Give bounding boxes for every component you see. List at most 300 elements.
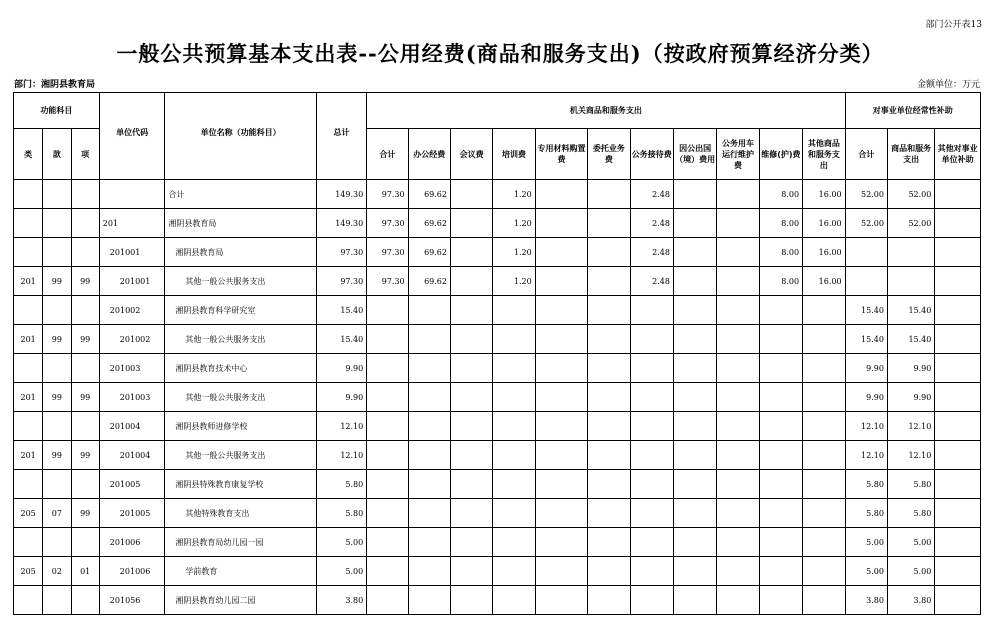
cell-lei: 201 — [14, 267, 43, 296]
cell-subsidy-other — [935, 238, 981, 267]
cell-training — [493, 557, 535, 586]
cell-commission — [588, 354, 630, 383]
cell-other-goods — [803, 383, 845, 412]
cell-lei: 201 — [14, 383, 43, 412]
cell-xiang: 99 — [71, 499, 99, 528]
header-other-goods: 其他商品和服务支出 — [803, 129, 845, 180]
cell-lei — [14, 412, 43, 441]
page-title: 一般公共预算基本支出表--公用经费(商品和服务支出)（按政府预算经济分类） — [116, 41, 884, 66]
cell-abroad — [673, 586, 716, 615]
table-row — [14, 470, 981, 499]
cell-meeting — [450, 441, 492, 470]
cell-reception — [630, 528, 673, 557]
cell-reception — [630, 441, 673, 470]
cell-vehicle — [717, 325, 759, 354]
header-subsidy-other: 其他对事业单位补助 — [935, 129, 981, 180]
cell-kuan — [43, 180, 71, 209]
cell-subsidy-other — [935, 354, 981, 383]
cell-office: 69.62 — [408, 180, 450, 209]
cell-subsidy-goods: 15.40 — [887, 296, 934, 325]
cell-total: 12.10 — [316, 412, 366, 441]
cell-training — [493, 325, 535, 354]
cell-xiang: 99 — [71, 441, 99, 470]
cell-name: 湘阴县特殊教育康复学校 — [165, 470, 316, 499]
cell-lei — [14, 470, 43, 499]
cell-subsidy-goods — [887, 267, 934, 296]
cell-subsidy-goods: 52.00 — [887, 209, 934, 238]
cell-subsidy-other — [935, 267, 981, 296]
cell-sub-total — [367, 441, 408, 470]
cell-office — [408, 412, 450, 441]
cell-vehicle — [717, 354, 759, 383]
cell-xiang — [71, 586, 99, 615]
cell-subsidy-goods: 5.80 — [887, 499, 934, 528]
cell-vehicle — [717, 499, 759, 528]
cell-subsidy-total: 9.90 — [845, 383, 887, 412]
table-row — [14, 180, 981, 209]
cell-materials — [535, 586, 587, 615]
header-abroad: 因公出国（境）费用 — [673, 129, 716, 180]
cell-code: 201001 — [99, 267, 165, 296]
cell-reception — [630, 499, 673, 528]
cell-xiang: 99 — [71, 267, 99, 296]
cell-sub-total — [367, 383, 408, 412]
cell-reception — [630, 296, 673, 325]
cell-subsidy-total — [845, 238, 887, 267]
cell-kuan — [43, 354, 71, 383]
header-vehicle: 公务用车运行维护费 — [717, 129, 759, 180]
cell-other-goods: 16.00 — [803, 267, 845, 296]
cell-vehicle — [717, 383, 759, 412]
cell-name: 其他一般公共服务支出 — [165, 383, 316, 412]
cell-materials — [535, 557, 587, 586]
cell-vehicle — [717, 557, 759, 586]
cell-training — [493, 586, 535, 615]
cell-sub-total: 97.30 — [367, 267, 408, 296]
cell-commission — [588, 238, 630, 267]
header-kuan: 款 — [43, 129, 71, 180]
cell-office — [408, 441, 450, 470]
cell-repair — [759, 412, 802, 441]
cell-sub-total — [367, 470, 408, 499]
header-reception: 公务接待费 — [630, 129, 673, 180]
cell-subsidy-other — [935, 180, 981, 209]
cell-repair — [759, 528, 802, 557]
cell-office — [408, 557, 450, 586]
cell-abroad — [673, 180, 716, 209]
cell-xiang — [71, 470, 99, 499]
cell-office — [408, 528, 450, 557]
cell-subsidy-total: 52.00 — [845, 209, 887, 238]
cell-subsidy-goods: 15.40 — [887, 325, 934, 354]
cell-training: 1.20 — [493, 267, 535, 296]
cell-code — [99, 180, 165, 209]
cell-materials — [535, 209, 587, 238]
cell-other-goods — [803, 470, 845, 499]
cell-vehicle — [717, 586, 759, 615]
header-total: 总计 — [316, 93, 366, 180]
cell-kuan — [43, 296, 71, 325]
cell-xiang — [71, 412, 99, 441]
cell-commission — [588, 557, 630, 586]
cell-sub-total: 97.30 — [367, 180, 408, 209]
cell-vehicle — [717, 412, 759, 441]
header-function-subject: 功能科目 — [14, 93, 100, 129]
cell-materials — [535, 383, 587, 412]
header-goods-services-group: 机关商品和服务支出 — [367, 93, 845, 129]
cell-sub-total: 97.30 — [367, 209, 408, 238]
cell-kuan — [43, 470, 71, 499]
header-unit-code: 单位代码 — [99, 93, 165, 180]
cell-other-goods — [803, 441, 845, 470]
cell-materials — [535, 238, 587, 267]
cell-repair: 8.00 — [759, 238, 802, 267]
cell-vehicle — [717, 238, 759, 267]
cell-reception: 2.48 — [630, 180, 673, 209]
cell-reception — [630, 586, 673, 615]
cell-total: 5.00 — [316, 528, 366, 557]
cell-subsidy-other — [935, 499, 981, 528]
cell-reception: 2.48 — [630, 267, 673, 296]
cell-name: 湘阴县教育局 — [165, 238, 316, 267]
header-subsidy-goods: 商品和服务支出 — [887, 129, 934, 180]
cell-training: 1.20 — [493, 238, 535, 267]
header-materials: 专用材料购置费 — [535, 129, 587, 180]
cell-name: 其他一般公共服务支出 — [165, 267, 316, 296]
header-subsidy-group: 对事业单位经常性补助 — [845, 93, 980, 129]
cell-name: 其他一般公共服务支出 — [165, 325, 316, 354]
cell-office — [408, 383, 450, 412]
header-xiang: 项 — [71, 129, 99, 180]
cell-meeting — [450, 528, 492, 557]
cell-office: 69.62 — [408, 267, 450, 296]
cell-commission — [588, 470, 630, 499]
cell-abroad — [673, 499, 716, 528]
cell-commission — [588, 180, 630, 209]
cell-repair — [759, 586, 802, 615]
cell-total: 9.90 — [316, 354, 366, 383]
form-number: 部门公开表13 — [925, 20, 982, 30]
cell-subsidy-other — [935, 412, 981, 441]
cell-sub-total — [367, 528, 408, 557]
cell-office — [408, 499, 450, 528]
cell-other-goods: 16.00 — [803, 180, 845, 209]
cell-commission — [588, 586, 630, 615]
header-lei: 类 — [14, 129, 43, 180]
cell-training — [493, 499, 535, 528]
cell-materials — [535, 354, 587, 383]
cell-kuan: 99 — [43, 441, 71, 470]
cell-lei — [14, 209, 43, 238]
cell-training — [493, 528, 535, 557]
cell-xiang: 01 — [71, 557, 99, 586]
cell-office — [408, 470, 450, 499]
cell-other-goods — [803, 296, 845, 325]
cell-subsidy-other — [935, 325, 981, 354]
cell-total: 5.00 — [316, 557, 366, 586]
cell-lei: 201 — [14, 325, 43, 354]
cell-materials — [535, 528, 587, 557]
cell-xiang — [71, 209, 99, 238]
cell-vehicle — [717, 441, 759, 470]
header-sub-total: 合计 — [367, 129, 408, 180]
cell-office: 69.62 — [408, 209, 450, 238]
table-row — [14, 296, 981, 325]
cell-vehicle — [717, 296, 759, 325]
cell-repair — [759, 499, 802, 528]
table-row — [14, 412, 981, 441]
cell-reception — [630, 354, 673, 383]
cell-abroad — [673, 557, 716, 586]
cell-code: 201006 — [99, 557, 165, 586]
cell-code: 201005 — [99, 499, 165, 528]
cell-subsidy-goods: 9.90 — [887, 383, 934, 412]
cell-commission — [588, 499, 630, 528]
cell-vehicle — [717, 180, 759, 209]
cell-meeting — [450, 499, 492, 528]
cell-materials — [535, 180, 587, 209]
cell-subsidy-total: 9.90 — [845, 354, 887, 383]
cell-meeting — [450, 296, 492, 325]
cell-lei: 201 — [14, 441, 43, 470]
cell-lei: 205 — [14, 499, 43, 528]
cell-office — [408, 296, 450, 325]
cell-training: 1.20 — [493, 209, 535, 238]
cell-code: 201006 — [99, 528, 165, 557]
cell-total: 15.40 — [316, 325, 366, 354]
cell-subsidy-other — [935, 296, 981, 325]
cell-repair — [759, 354, 802, 383]
department-label: 部门：湘阴县教育局 — [14, 80, 96, 90]
cell-subsidy-goods: 52.00 — [887, 180, 934, 209]
cell-sub-total: 97.30 — [367, 238, 408, 267]
cell-office — [408, 325, 450, 354]
cell-subsidy-other — [935, 441, 981, 470]
cell-name: 湘阴县教育幼儿园二园 — [165, 586, 316, 615]
table-row — [14, 267, 981, 296]
cell-materials — [535, 499, 587, 528]
cell-code: 201005 — [99, 470, 165, 499]
cell-other-goods — [803, 528, 845, 557]
cell-materials — [535, 412, 587, 441]
cell-sub-total — [367, 296, 408, 325]
cell-xiang — [71, 528, 99, 557]
cell-commission — [588, 528, 630, 557]
cell-lei — [14, 354, 43, 383]
cell-subsidy-other — [935, 383, 981, 412]
table-row — [14, 586, 981, 615]
cell-name: 湘阴县教育局 — [165, 209, 316, 238]
cell-subsidy-other — [935, 528, 981, 557]
cell-abroad — [673, 296, 716, 325]
cell-other-goods — [803, 412, 845, 441]
cell-subsidy-total: 5.80 — [845, 470, 887, 499]
cell-subsidy-other — [935, 557, 981, 586]
cell-abroad — [673, 238, 716, 267]
cell-lei — [14, 238, 43, 267]
cell-other-goods: 16.00 — [803, 209, 845, 238]
cell-commission — [588, 296, 630, 325]
cell-total: 5.80 — [316, 470, 366, 499]
cell-sub-total — [367, 557, 408, 586]
cell-subsidy-total — [845, 267, 887, 296]
cell-meeting — [450, 557, 492, 586]
cell-subsidy-total: 52.00 — [845, 180, 887, 209]
cell-reception — [630, 470, 673, 499]
cell-materials — [535, 267, 587, 296]
cell-subsidy-total: 12.10 — [845, 412, 887, 441]
cell-sub-total — [367, 354, 408, 383]
cell-materials — [535, 441, 587, 470]
cell-subsidy-total: 15.40 — [845, 296, 887, 325]
cell-materials — [535, 325, 587, 354]
header-office: 办公经费 — [408, 129, 450, 180]
cell-code: 201003 — [99, 383, 165, 412]
cell-sub-total — [367, 412, 408, 441]
cell-total: 3.80 — [316, 586, 366, 615]
cell-meeting — [450, 354, 492, 383]
cell-subsidy-goods: 5.80 — [887, 470, 934, 499]
cell-commission — [588, 441, 630, 470]
cell-abroad — [673, 325, 716, 354]
header-meeting: 会议费 — [450, 129, 492, 180]
cell-code: 201002 — [99, 325, 165, 354]
cell-code: 201056 — [99, 586, 165, 615]
cell-vehicle — [717, 209, 759, 238]
cell-subsidy-goods — [887, 238, 934, 267]
table-row — [14, 209, 981, 238]
cell-xiang: 99 — [71, 325, 99, 354]
cell-name: 合计 — [165, 180, 316, 209]
cell-abroad — [673, 470, 716, 499]
cell-subsidy-goods: 12.10 — [887, 441, 934, 470]
table-row — [14, 499, 981, 528]
cell-materials — [535, 296, 587, 325]
cell-total: 149.30 — [316, 180, 366, 209]
cell-training — [493, 412, 535, 441]
cell-meeting — [450, 267, 492, 296]
cell-name: 湘阴县教育技术中心 — [165, 354, 316, 383]
cell-abroad — [673, 354, 716, 383]
cell-reception: 2.48 — [630, 238, 673, 267]
cell-subsidy-other — [935, 209, 981, 238]
table-row — [14, 441, 981, 470]
cell-training: 1.20 — [493, 180, 535, 209]
cell-xiang — [71, 180, 99, 209]
cell-kuan: 07 — [43, 499, 71, 528]
cell-lei: 205 — [14, 557, 43, 586]
header-training: 培训费 — [493, 129, 535, 180]
cell-abroad — [673, 383, 716, 412]
cell-commission — [588, 267, 630, 296]
header-repair: 维修(护)费 — [759, 129, 802, 180]
cell-meeting — [450, 383, 492, 412]
cell-commission — [588, 412, 630, 441]
cell-abroad — [673, 267, 716, 296]
cell-code: 201004 — [99, 441, 165, 470]
cell-code: 201003 — [99, 354, 165, 383]
cell-repair: 8.00 — [759, 180, 802, 209]
cell-subsidy-total: 15.40 — [845, 325, 887, 354]
cell-subsidy-other — [935, 586, 981, 615]
cell-abroad — [673, 412, 716, 441]
cell-abroad — [673, 528, 716, 557]
cell-training — [493, 383, 535, 412]
cell-total: 9.90 — [316, 383, 366, 412]
cell-kuan — [43, 528, 71, 557]
cell-meeting — [450, 209, 492, 238]
cell-other-goods — [803, 325, 845, 354]
table-row — [14, 383, 981, 412]
cell-repair — [759, 325, 802, 354]
cell-name: 湘阴县教育局幼儿园一园 — [165, 528, 316, 557]
cell-subsidy-total: 5.00 — [845, 557, 887, 586]
amount-unit-label: 金额单位：万元 — [916, 80, 980, 90]
cell-reception — [630, 557, 673, 586]
cell-reception: 2.48 — [630, 209, 673, 238]
table-row — [14, 238, 981, 267]
cell-name: 其他一般公共服务支出 — [165, 441, 316, 470]
cell-subsidy-goods: 12.10 — [887, 412, 934, 441]
cell-reception — [630, 383, 673, 412]
cell-meeting — [450, 470, 492, 499]
cell-code: 201004 — [99, 412, 165, 441]
cell-abroad — [673, 441, 716, 470]
table-row — [14, 557, 981, 586]
header-commission: 委托业务费 — [588, 129, 630, 180]
cell-total: 97.30 — [316, 267, 366, 296]
table-row — [14, 325, 981, 354]
cell-commission — [588, 325, 630, 354]
cell-reception — [630, 325, 673, 354]
cell-kuan — [43, 412, 71, 441]
cell-meeting — [450, 412, 492, 441]
cell-kuan: 02 — [43, 557, 71, 586]
cell-other-goods — [803, 499, 845, 528]
cell-repair: 8.00 — [759, 267, 802, 296]
cell-subsidy-goods: 5.00 — [887, 528, 934, 557]
table-row — [14, 528, 981, 557]
header-subsidy-total: 合计 — [845, 129, 887, 180]
cell-name: 湘阴县教师进修学校 — [165, 412, 316, 441]
cell-other-goods — [803, 586, 845, 615]
cell-xiang: 99 — [71, 383, 99, 412]
cell-kuan — [43, 238, 71, 267]
cell-lei — [14, 586, 43, 615]
cell-other-goods — [803, 354, 845, 383]
cell-code: 201001 — [99, 238, 165, 267]
cell-kuan — [43, 586, 71, 615]
cell-commission — [588, 209, 630, 238]
cell-kuan — [43, 209, 71, 238]
cell-name: 湘阴县教育科学研究室 — [165, 296, 316, 325]
cell-repair — [759, 296, 802, 325]
cell-repair: 8.00 — [759, 209, 802, 238]
cell-meeting — [450, 180, 492, 209]
cell-subsidy-total: 12.10 — [845, 441, 887, 470]
cell-subsidy-other — [935, 470, 981, 499]
cell-subsidy-goods: 3.80 — [887, 586, 934, 615]
cell-lei — [14, 296, 43, 325]
cell-code: 201002 — [99, 296, 165, 325]
cell-office — [408, 354, 450, 383]
cell-training — [493, 354, 535, 383]
table-row — [14, 354, 981, 383]
cell-vehicle — [717, 528, 759, 557]
cell-sub-total — [367, 325, 408, 354]
cell-xiang — [71, 296, 99, 325]
cell-xiang — [71, 238, 99, 267]
